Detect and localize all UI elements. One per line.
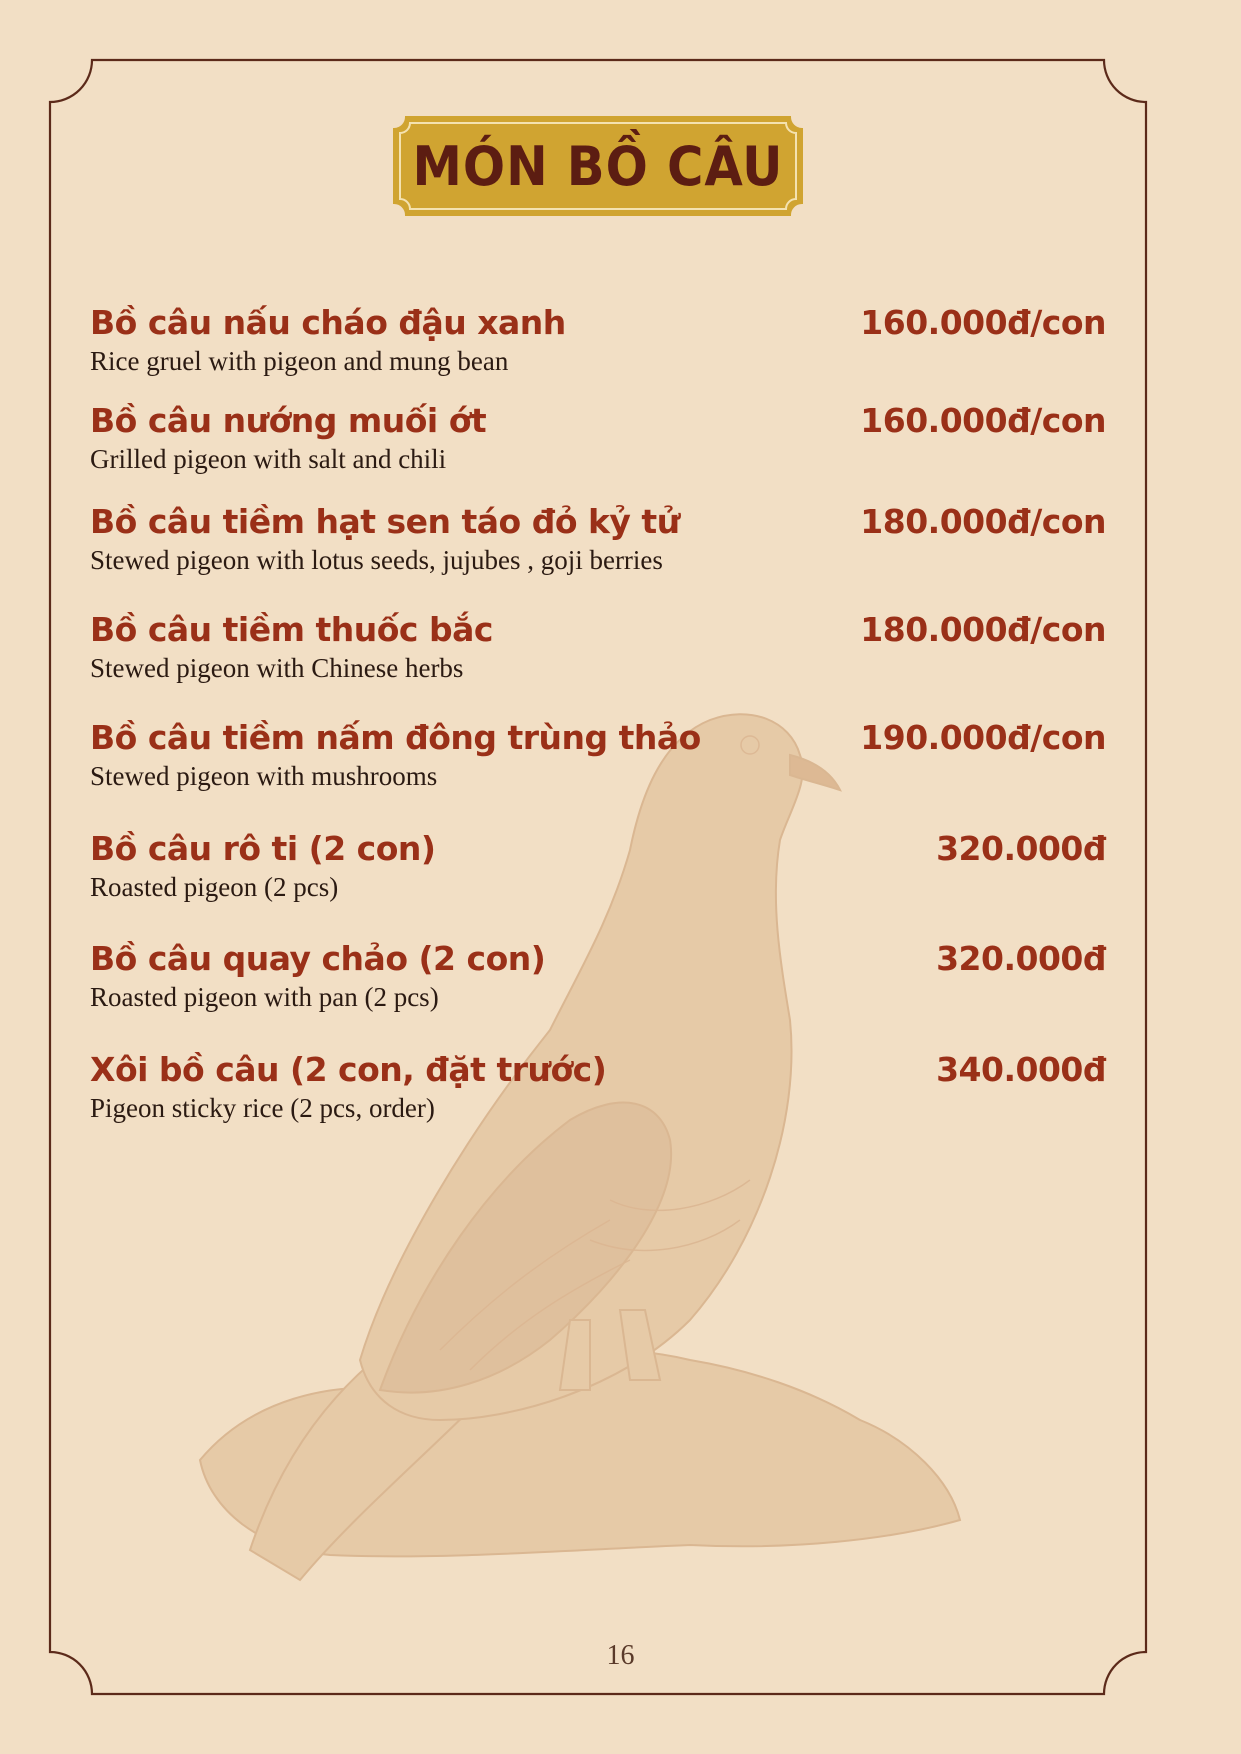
menu-item	[90, 401, 1106, 481]
item-description: Stewed pigeon with mushrooms	[90, 761, 438, 791]
page-number: 16	[606, 1640, 635, 1671]
item-name: Bồ câu nướng muối ớt	[90, 401, 487, 440]
item-description: Grilled pigeon with salt and chili	[90, 444, 447, 474]
item-name: Bồ câu quay chảo (2 con)	[90, 939, 546, 978]
item-price: 160.000đ/con	[860, 303, 1106, 342]
menu-item	[90, 718, 1106, 798]
item-description: Stewed pigeon with Chinese herbs	[90, 653, 464, 683]
item-price: 320.000đ	[936, 829, 1106, 868]
item-name: Bồ câu nấu cháo đậu xanh	[90, 303, 566, 342]
item-price: 190.000đ/con	[860, 718, 1106, 757]
item-description: Stewed pigeon with lotus seeds, jujubes , goji berries	[90, 545, 663, 575]
item-price: 320.000đ	[936, 939, 1106, 978]
item-description: Rice gruel with pigeon and mung bean	[90, 346, 509, 376]
page-title: MÓN BỒ CÂU	[412, 134, 784, 198]
menu-item	[90, 610, 1106, 690]
item-name: Bồ câu tiềm hạt sen táo đỏ kỷ tử	[90, 502, 680, 541]
item-price: 180.000đ/con	[860, 502, 1106, 541]
menu-item	[90, 1050, 1106, 1130]
item-price: 180.000đ/con	[860, 610, 1106, 649]
item-price: 340.000đ	[936, 1050, 1106, 1089]
menu-item	[90, 502, 1106, 582]
item-description: Pigeon sticky rice (2 pcs, order)	[90, 1093, 435, 1123]
item-name: Xôi bồ câu (2 con, đặt trước)	[90, 1050, 607, 1089]
item-name: Bồ câu tiềm nấm đông trùng thảo	[90, 718, 701, 757]
item-description: Roasted pigeon (2 pcs)	[90, 872, 339, 902]
item-name: Bồ câu tiềm thuốc bắc	[90, 610, 493, 649]
item-name: Bồ câu rô ti (2 con)	[90, 829, 436, 868]
item-description: Roasted pigeon with pan (2 pcs)	[90, 982, 439, 1012]
menu-item	[90, 829, 1106, 909]
menu-item	[90, 303, 1106, 383]
menu-item	[90, 939, 1106, 1019]
item-price: 160.000đ/con	[860, 401, 1106, 440]
